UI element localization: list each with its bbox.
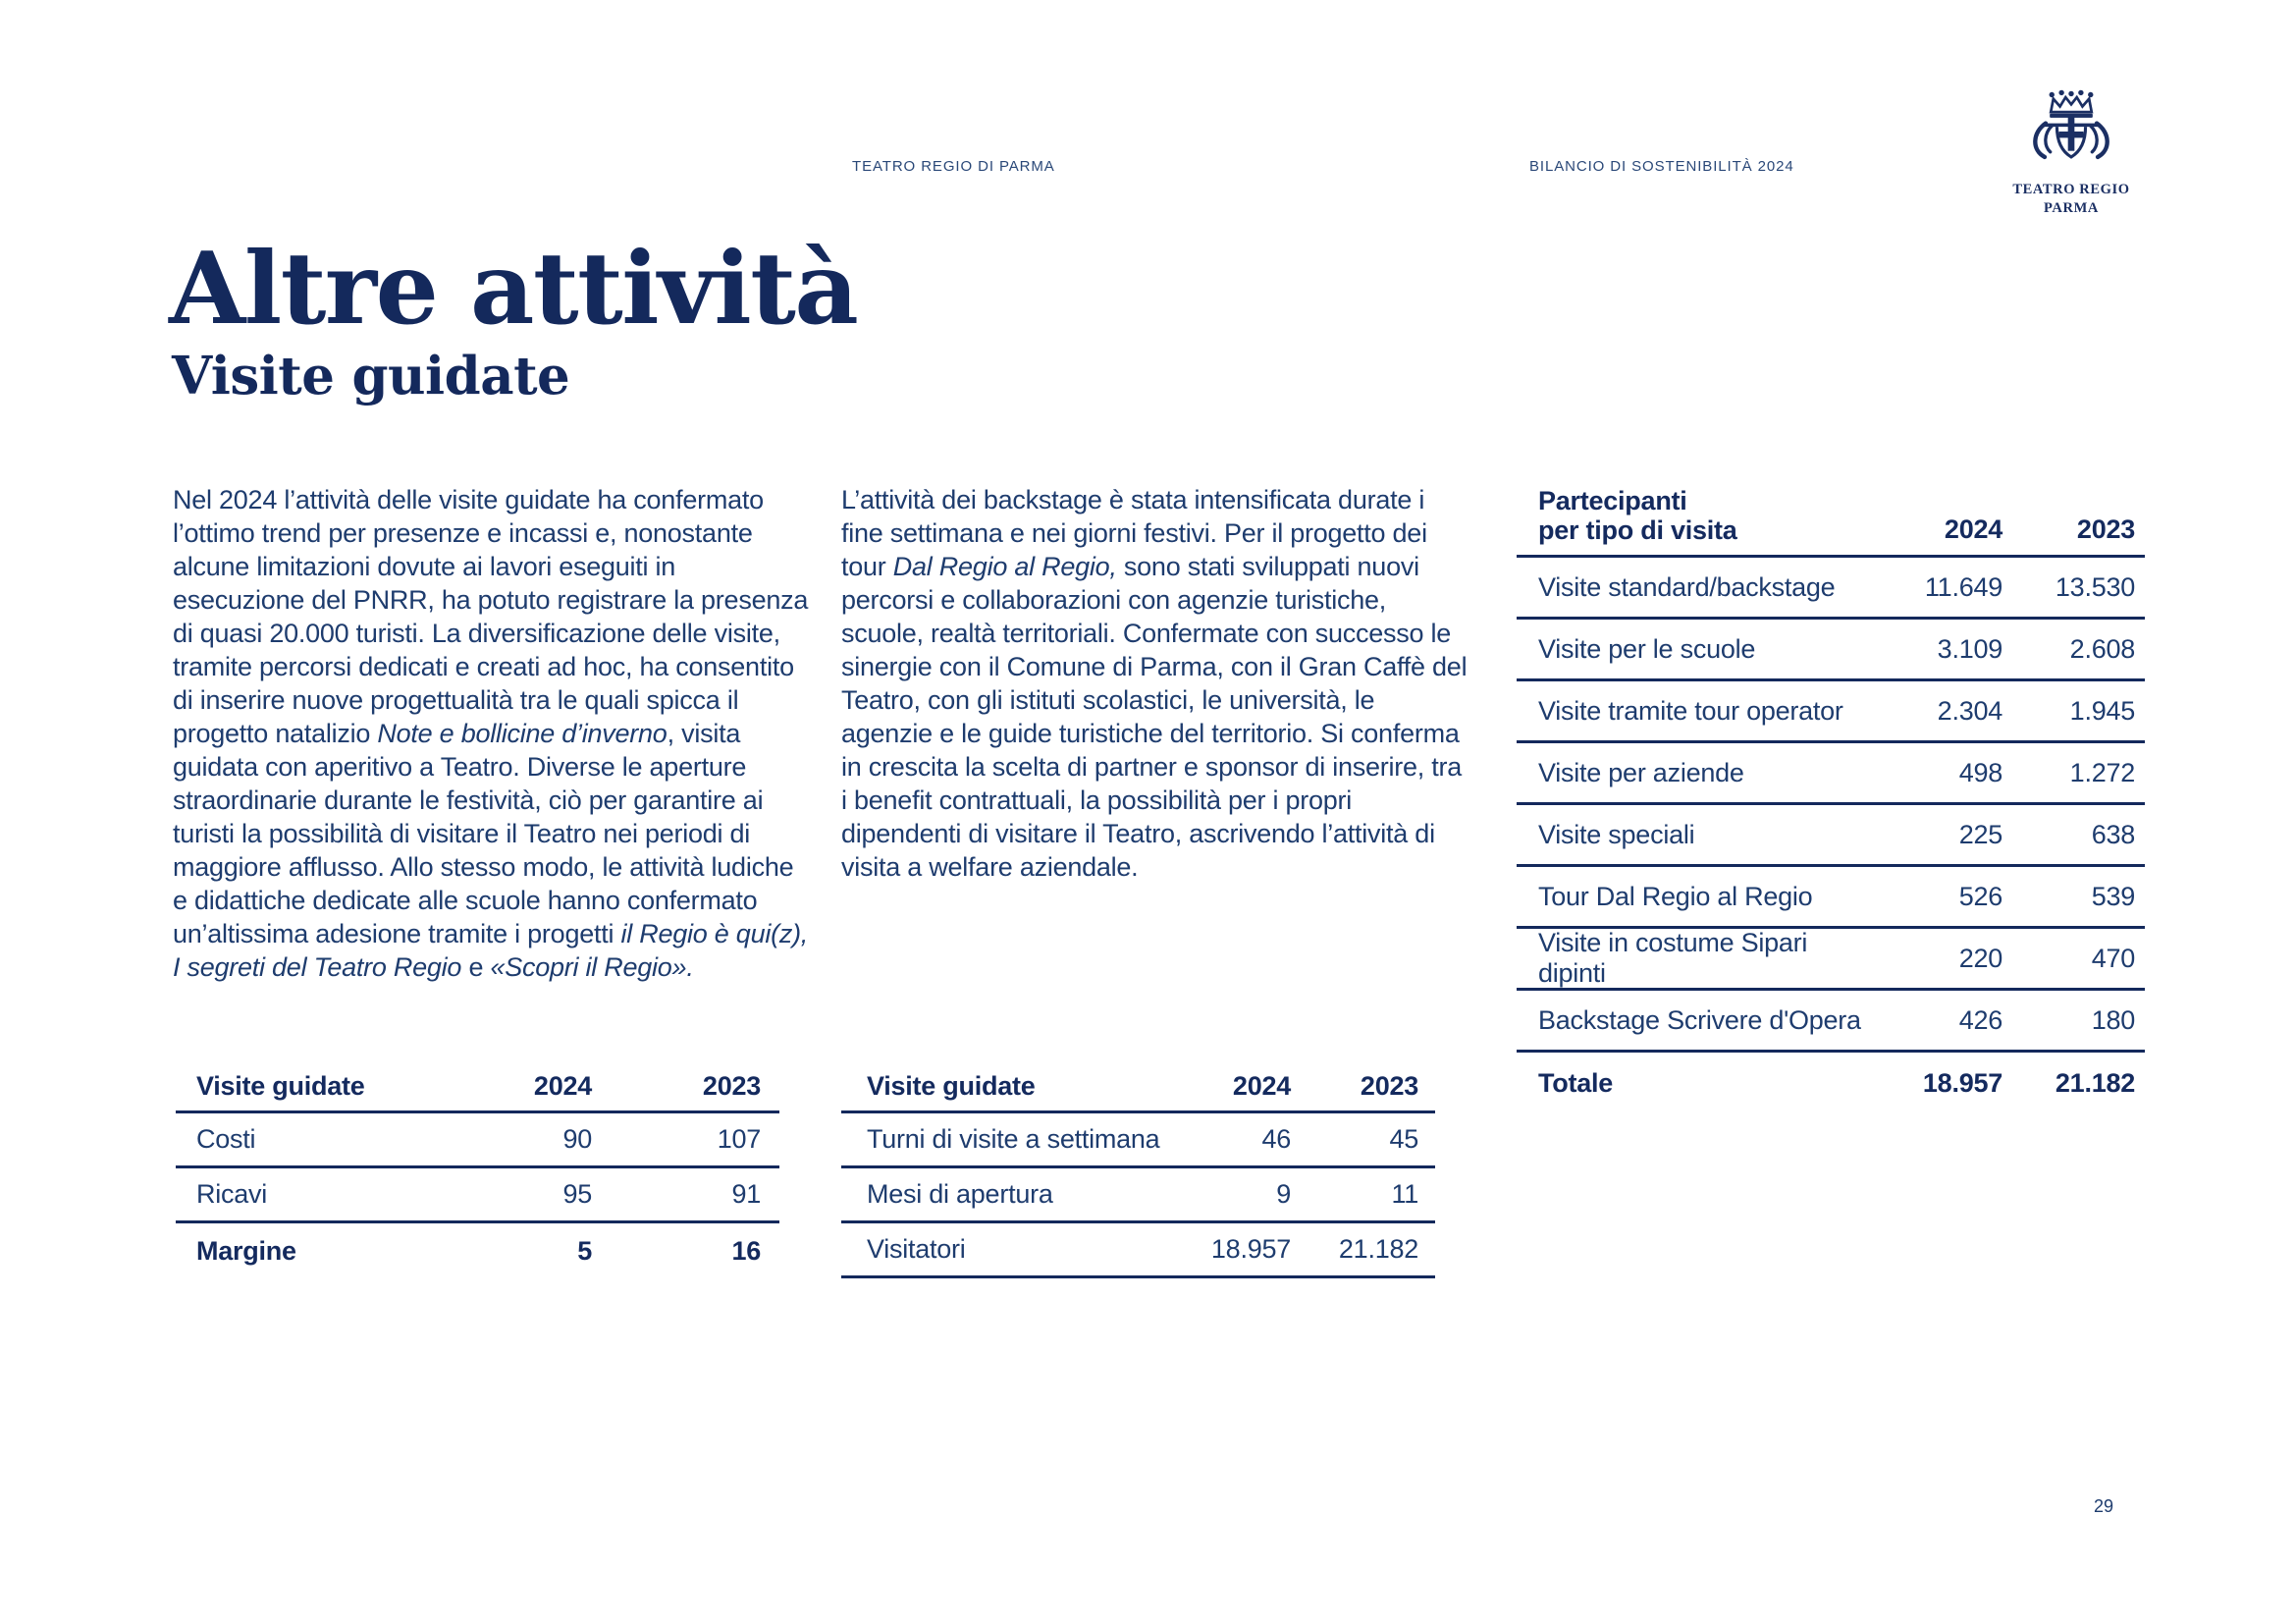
column-header-2023: 2023 [702,1071,761,1101]
page-subtitle: Visite guidate [172,346,570,406]
table-row: Costi 90 107 [176,1113,779,1168]
participants-table [1517,486,2145,1114]
table-row: Visite speciali 225 638 [1517,805,2145,867]
participants-table-title: Partecipanti per tipo di visita [1538,486,1737,545]
column-header-2024: 2024 [533,1071,592,1101]
column-header-2024: 2024 [1944,514,2002,544]
column-header-2023: 2023 [1360,1071,1418,1101]
table-total-row: Margine 5 16 [196,1235,761,1266]
table-row: Backstage Scrivere d'Opera 426 180 [1517,991,2145,1053]
teatro-regio-logo [1991,86,2152,218]
economics-table-title: Visite guidate [196,1071,365,1101]
table-row: Visite per le scuole 3.109 2.608 [1517,620,2145,681]
header-right-text: BILANCIO DI SOSTENIBILITÀ 2024 [1529,158,1794,175]
logo-text-line1: TEATRO REGIO [2012,182,2130,197]
table-row: Visitatori 18.957 21.182 [841,1223,1435,1278]
participants-table-header [1517,486,2145,558]
page-title: Altre attività [169,230,858,347]
header-left-text: TEATRO REGIO DI PARMA [852,158,1055,175]
operations-table [841,1070,1435,1278]
table-row: Visite tramite tour operator 2.304 1.945 [1517,681,2145,743]
table-row: Turni di visite a settimana 46 45 [841,1113,1435,1168]
table-row: Visite in costume Sipari dipinti 220 470 [1517,929,2145,991]
economics-table [176,1070,779,1278]
intro-paragraph-column-1: Nel 2024 l’attività delle visite guidate ha confermato l’ottimo trend per presenze e incassi e, nonostante alcune limitazioni dovute ai lavori eseguiti in esecuzione del PNRR, ha potuto registrare la presenza di quasi 20.000 turisti. La diversificazione delle visite, tramite percorsi dedicati e creati ad hoc, ha consentito di inserire nuove progettualità tra le quali spicca il progetto natalizio Note e bollicine d’inverno, visita guidata con aperitivo a Teatro. Diverse le aperture straordinarie durante le festività, ciò per garantire ai turisti la possibilità di visitare il Teatro nei periodi di maggiore afflusso. Allo stesso modo, le attività ludiche e didattiche dedicate alle scuole hanno confermato un’altissima adesione tramite i progetti il Regio è qui(z), I segreti del Teatro Regio e «Scopri il Regio». [173,485,809,982]
table-row: Visite per aziende 498 1.272 [1517,743,2145,805]
table-row: Tour Dal Regio al Regio 526 539 [1517,867,2145,929]
table-row: Ricavi 95 91 [176,1168,779,1223]
intro-paragraph-column-2: L’attività dei backstage è stata intensificata durate i fine settimana e nei giorni festivi. Per il progetto dei tour Dal Regio al Regio, sono stati sviluppati nuovi percorsi e collaborazioni con agenzie turistiche, scuole, realtà territoriali. Confermate con successo le sinergie con il Comune di Parma, con il Gran Caffè del Teatro, con gli istituti scolastici, le università, le agenzie e le guide turistiche del territorio. Si conferma in crescita la scelta di partner e sponsor di inserire, tra i benefit contrattuali, la possibilità per i propri dipendenti di visitare il Teatro, ascrivendo l’attività di visita a welfare aziendale. [841,485,1468,882]
operations-table-header [841,1070,1435,1113]
economics-table-header [176,1070,779,1113]
table-row: Mesi di apertura 9 11 [841,1168,1435,1223]
logo-text-line2: PARMA [2044,200,2099,216]
column-header-2024: 2024 [1232,1071,1291,1101]
table-row: Visite standard/backstage 11.649 13.530 [1517,558,2145,620]
column-header-2023: 2023 [2076,514,2135,544]
crown-shield-emblem-icon [1991,86,2152,181]
page-number: 29 [2094,1496,2114,1516]
operations-table-title: Visite guidate [867,1071,1036,1101]
table-total-row: Totale 18.957 21.182 [1538,1068,2135,1098]
